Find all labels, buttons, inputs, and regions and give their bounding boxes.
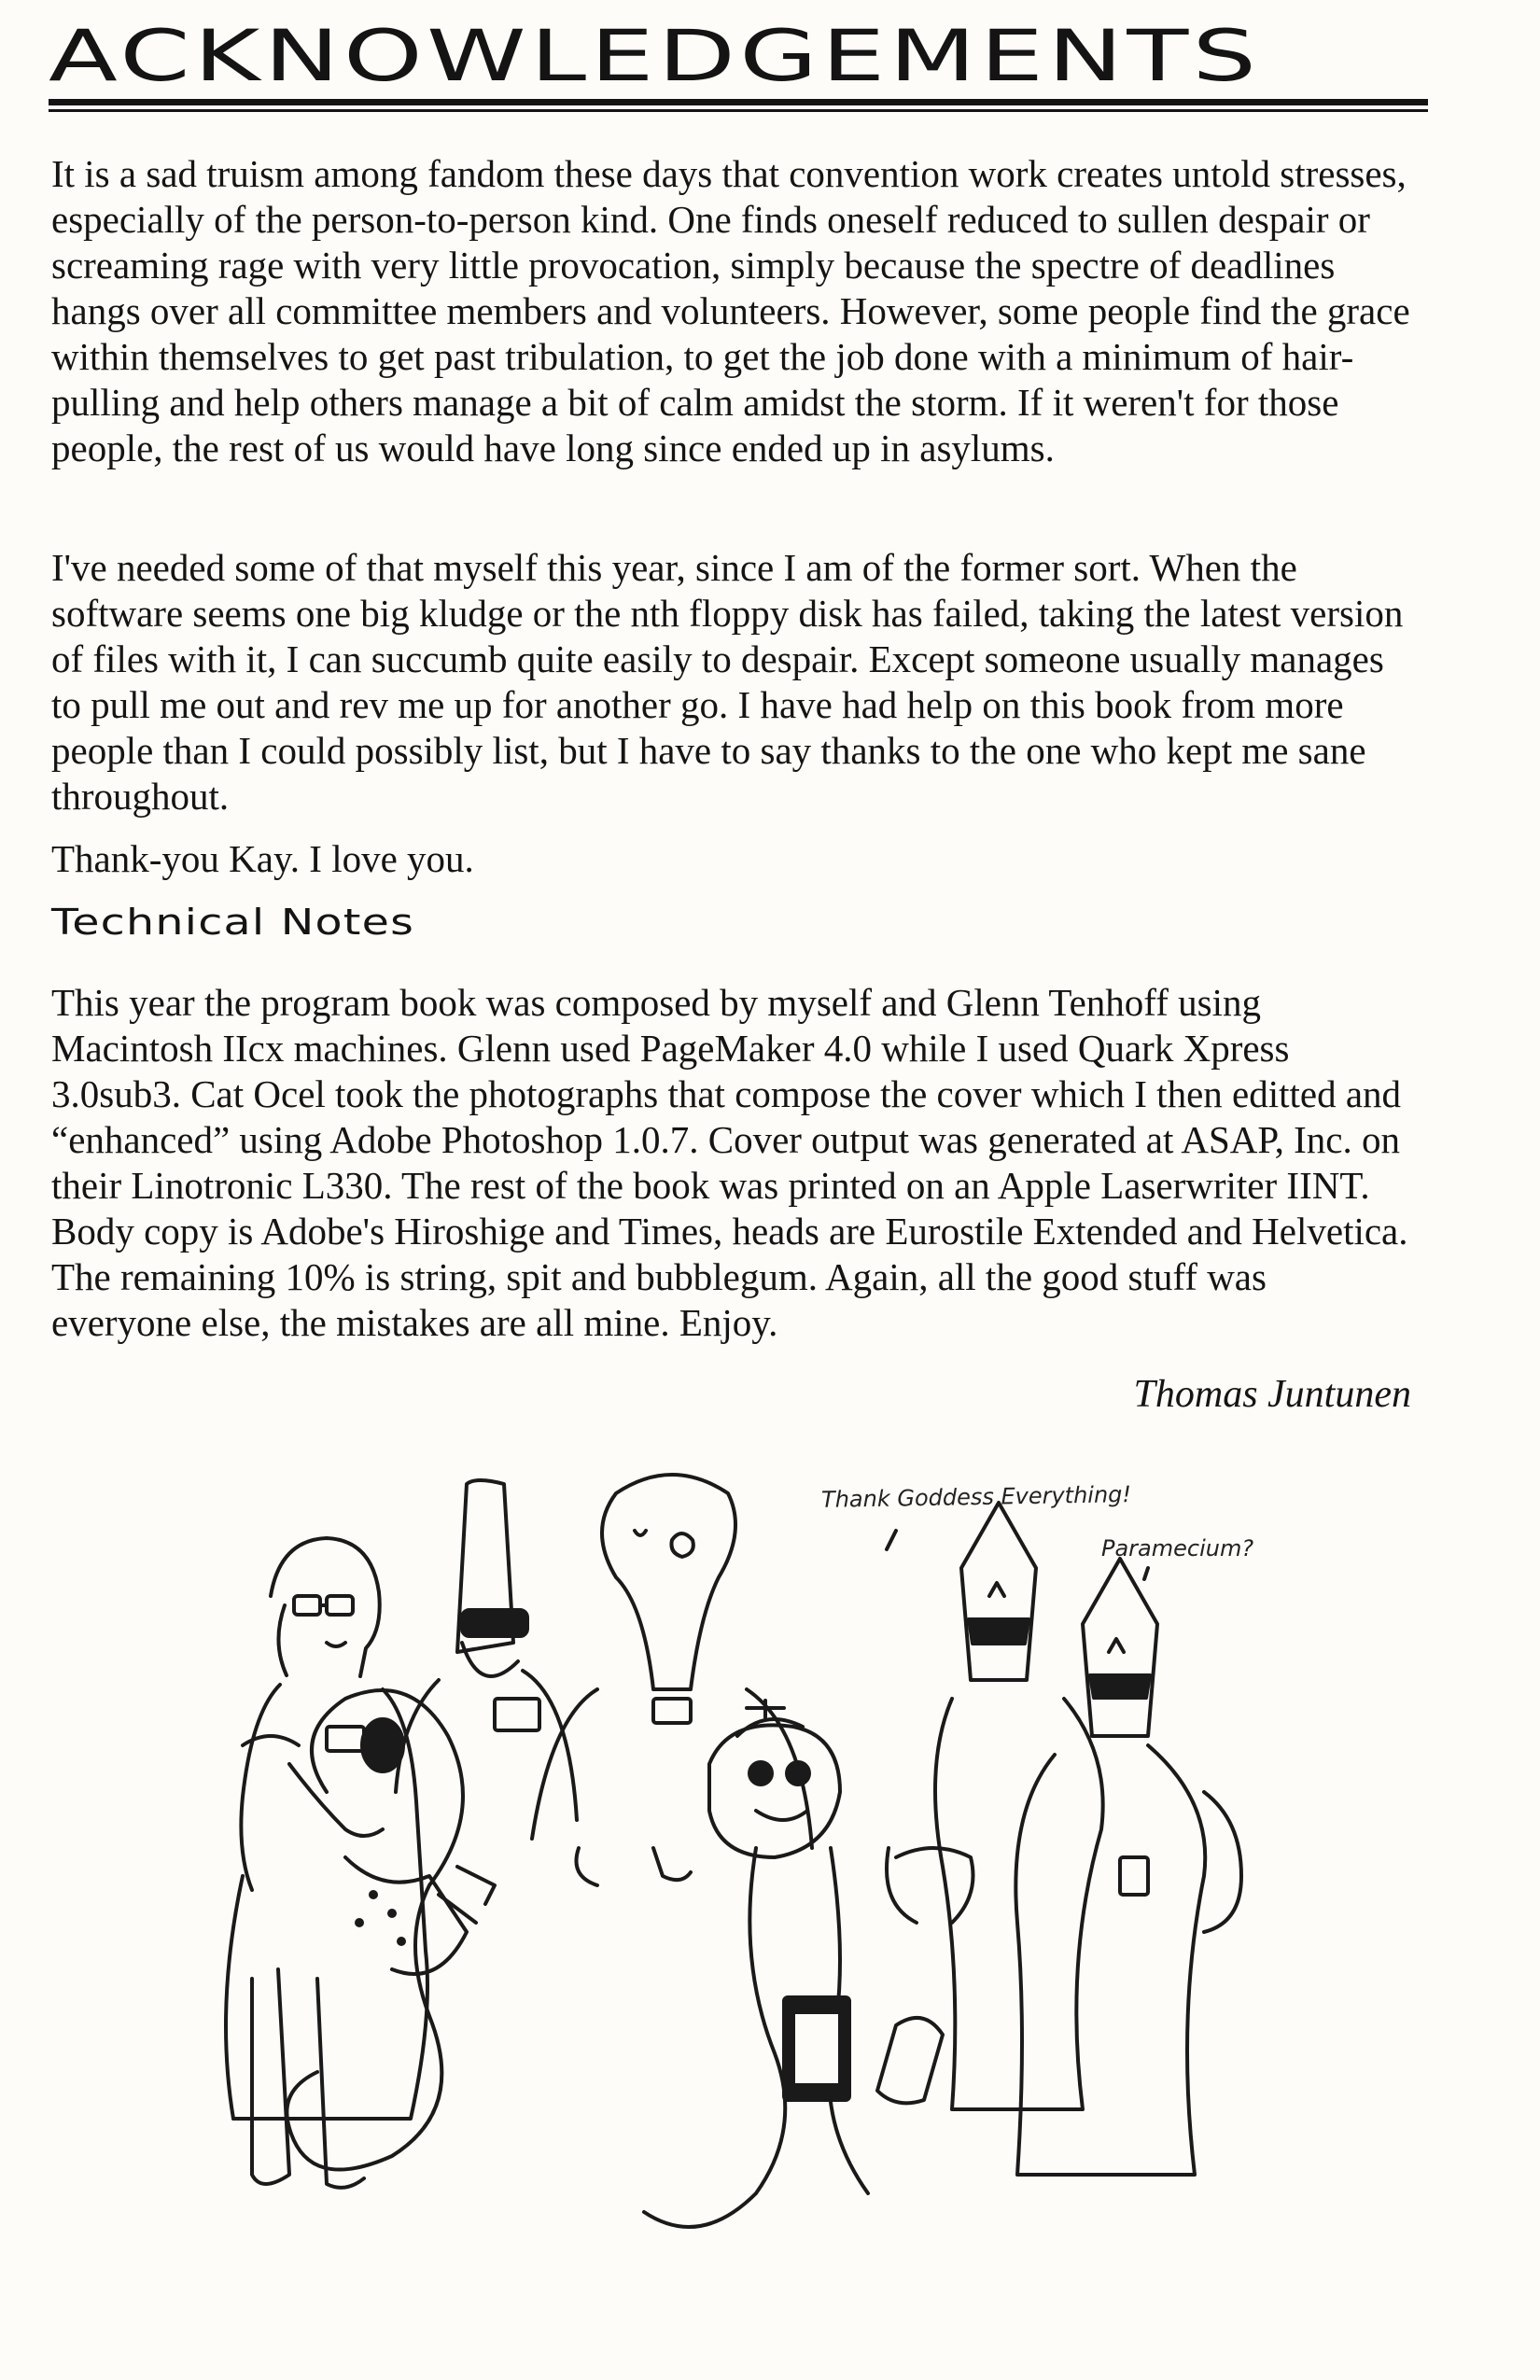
paragraph-text: It is a sad truism among fandom these days that convention work creates untold stresses, especially of the person-to-person kind. One finds oneself reduced to sullen despair or screaming rage with very little provocation, simply because the spectre of deadlines hangs over all committee members and volunteers. However, some people find the grace within themselves to get past tribulation, to get the job done with a minimum of hair-pulling and help others manage a bit of calm amidst the storm. If it weren't for those people, the rest of us would have long since ended up in asylums. [51,152,1410,469]
cartoon-caption-thanks: Thank Goddess Everything! [820,1481,1132,1513]
paragraph-text: This year the program book was composed by myself and Glenn Tenhoff using Macintosh IIcx machines. Glenn used PageMaker 4.0 while I used Quark Xpress 3.0sub3. Cat Ocel took the photographs that compose the cover which I then editted and “enhanced” using Adobe Photoshop 1.0.7. Cover output was generated at ASAP, Inc. on their Linotronic L330. The rest of the book was printed on an Apple Laserwriter IINT. Body copy is Adobe's Hiroshige and Times, heads are Eurostile Extended and Helvetica. The remaining 10% is string, spit and bubblegum. Again, all the good stuff was everyone else, the mistakes are all mine. Enjoy. [51,981,1408,1344]
body-paragraph-2 [51,545,1416,819]
author-signature: Thomas Juntunen [1133,1373,1411,1416]
cone-head-figure-2 [1015,1559,1241,2175]
goggles-figure [396,1480,577,1820]
cartoon-caption-paramecium: Paramecium? [1101,1535,1254,1561]
paragraph-text: I've needed some of that myself this year, since I am of the former sort. When the software seems one big kludge or the nth floppy disk has failed, taking the latest version of files with it, I can succumb quite easily to despair. Except someone usually manages to pull me out and rev me up for another go. I have had help on this book from more people than I could possibly list, but I have to say thanks to the one who kept me sane throughout. [51,546,1404,818]
title-rule-thin [49,109,1428,112]
paragraph-text: Thank-you Kay. I love you. [51,837,474,880]
propeller-cap-creature [644,1701,943,2227]
spotted-creature [287,1690,495,2170]
page-title: ACKNOWLEDGEMENTS [49,14,1261,97]
cartoon-illustration [187,1456,1363,2296]
tall-alien-figure [532,1475,812,1885]
title-rule-thick [49,99,1428,105]
woman-figure [226,1538,427,2188]
technical-notes-heading: Technical Notes [51,902,415,943]
body-paragraph-1 [51,151,1416,471]
body-paragraph-3 [51,836,1416,882]
technical-notes-paragraph [51,980,1416,1346]
